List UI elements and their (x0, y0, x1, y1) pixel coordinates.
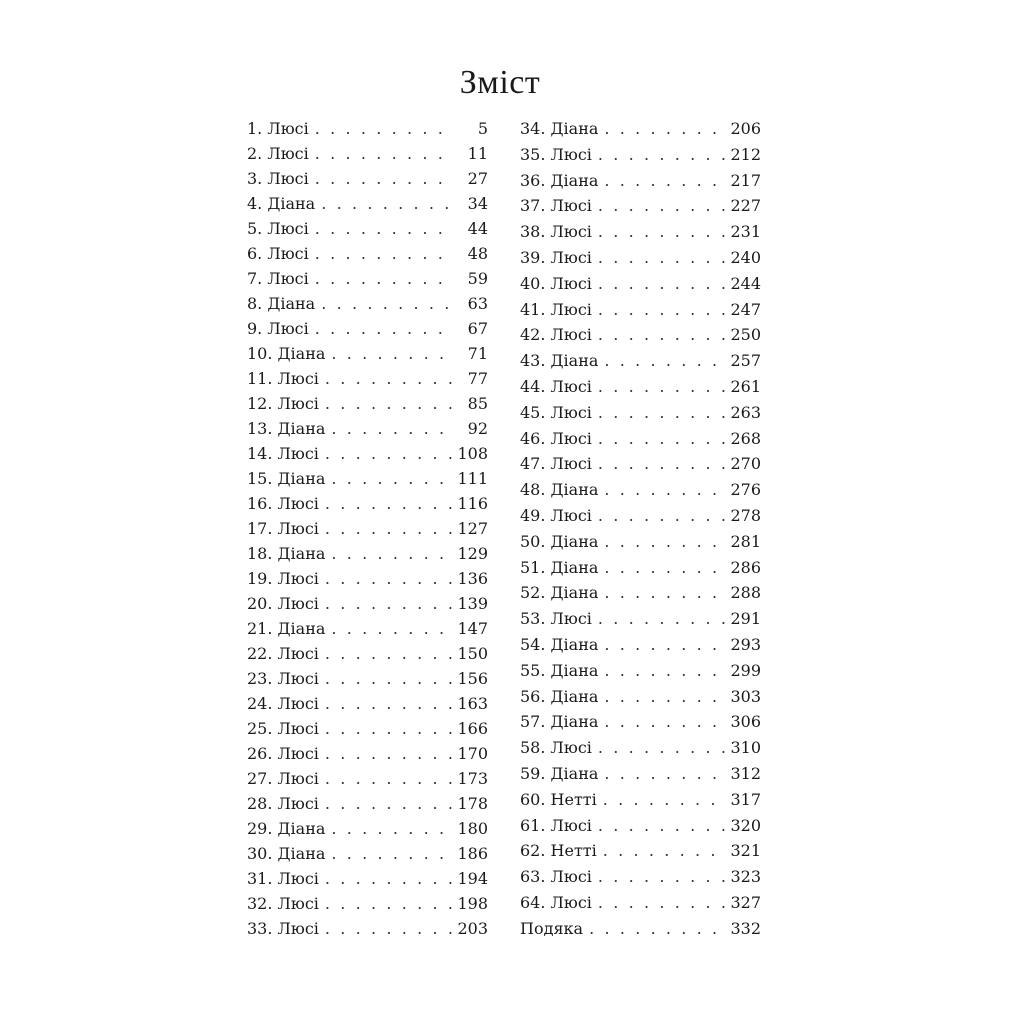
toc-entry-page-number: 198 (457, 894, 488, 913)
toc-entry-page-number: 321 (730, 841, 761, 861)
toc-entry (247, 541, 488, 566)
toc-entry-label: 33. Люсі (247, 919, 319, 938)
dot-leader (598, 219, 727, 245)
toc-entry-label: 58. Люсі (520, 738, 592, 758)
toc-entry (520, 348, 761, 374)
toc-entry-page-number: 108 (457, 444, 488, 463)
toc-column-right (520, 116, 761, 942)
toc-entry (520, 838, 761, 864)
toc-entry (520, 658, 761, 684)
toc-entry-page-number: 186 (457, 844, 488, 863)
toc-entry-label: 46. Люсі (520, 428, 592, 448)
toc-entry-page-number: 5 (477, 119, 488, 138)
toc-entry-label: 44. Люсі (520, 376, 592, 396)
toc-entry (520, 193, 761, 219)
toc-entry-label: 43. Діана (520, 351, 599, 371)
toc-entry (247, 641, 488, 666)
toc-entry-page-number: 281 (730, 531, 761, 551)
toc-entry (520, 761, 761, 787)
dot-leader (315, 266, 454, 291)
toc-entry (520, 400, 761, 426)
dot-leader (604, 529, 726, 555)
dot-leader (598, 193, 727, 219)
toc-entry (520, 580, 761, 606)
toc-entry-label: 49. Люсі (520, 505, 592, 525)
dot-leader (604, 348, 726, 374)
dot-leader (321, 291, 454, 316)
toc-entry-page-number: 92 (467, 419, 488, 438)
toc-entry (520, 219, 761, 245)
toc-entry-page-number: 63 (467, 294, 488, 313)
dot-leader (604, 761, 726, 787)
toc-entry (520, 374, 761, 400)
toc-entry (247, 466, 488, 491)
toc-entry-label: 42. Люсі (520, 325, 592, 345)
toc-entry (247, 866, 488, 891)
dot-leader (331, 416, 454, 441)
toc-entry-label: 35. Люсі (520, 144, 592, 164)
toc-entry (247, 366, 488, 391)
toc-entry-label: 17. Люсі (247, 519, 319, 538)
toc-entry-page-number: 320 (730, 815, 761, 835)
dot-leader (598, 890, 727, 916)
toc-entry (520, 297, 761, 323)
toc-entry-label: 13. Діана (247, 419, 326, 438)
toc-entry-label: 45. Люсі (520, 402, 592, 422)
toc-entry-page-number: 163 (457, 694, 488, 713)
toc-entry (247, 341, 488, 366)
toc-entry (247, 716, 488, 741)
toc-entry (520, 606, 761, 632)
toc-entry (247, 266, 488, 291)
dot-leader (315, 216, 454, 241)
toc-entry-page-number: 293 (730, 634, 761, 654)
toc-entry (520, 735, 761, 761)
toc-entry (520, 864, 761, 890)
dot-leader (325, 916, 454, 941)
toc-entry (520, 322, 761, 348)
dot-leader (325, 491, 454, 516)
toc-entry-page-number: 59 (467, 269, 488, 288)
dot-leader (325, 566, 454, 591)
page-title: Зміст (459, 64, 541, 101)
toc-entry-page-number: 263 (730, 402, 761, 422)
toc-entry-label: 8. Діана (247, 294, 316, 313)
toc-entry-label: 26. Люсі (247, 744, 319, 763)
toc-entry (247, 216, 488, 241)
toc-entry-page-number: 227 (730, 196, 761, 216)
dot-leader (598, 297, 727, 323)
toc-entry-page-number: 170 (457, 744, 488, 763)
toc-entry (247, 166, 488, 191)
toc-entry-page-number: 257 (730, 351, 761, 371)
toc-entry-label: 1. Люсі (247, 119, 309, 138)
toc-entry (247, 116, 488, 141)
dot-leader (603, 838, 727, 864)
toc-entry-label: 7. Люсі (247, 269, 309, 288)
toc-entry-label: 15. Діана (247, 469, 326, 488)
toc-entry-page-number: 34 (467, 194, 488, 213)
toc-entry (520, 890, 761, 916)
toc-entry-page-number: 44 (467, 219, 488, 238)
toc-entry-label: 50. Діана (520, 531, 599, 551)
dot-leader (325, 591, 454, 616)
toc-entry-label: 20. Люсі (247, 594, 319, 613)
dot-leader (325, 641, 454, 666)
toc-entry-label: 27. Люсі (247, 769, 319, 788)
toc-entry-label: 62. Нетті (520, 841, 597, 861)
toc-entry-page-number: 268 (730, 428, 761, 448)
dot-leader (598, 142, 727, 168)
dot-leader (325, 716, 454, 741)
toc-entry (247, 191, 488, 216)
toc-entry-page-number: 244 (730, 273, 761, 293)
dot-leader (331, 466, 453, 491)
toc-entry (520, 168, 761, 194)
toc-entry-label: 25. Люсі (247, 719, 319, 738)
dot-leader (598, 864, 727, 890)
toc-entry-page-number: 291 (730, 609, 761, 629)
toc-entry-label: 22. Люсі (247, 644, 319, 663)
toc-entry-label: 38. Люсі (520, 222, 592, 242)
toc-entry-page-number: 247 (730, 299, 761, 319)
toc-entry-label: 14. Люсі (247, 444, 319, 463)
toc-entry (520, 271, 761, 297)
dot-leader (325, 741, 454, 766)
toc-entry-label: Подяка (520, 918, 584, 938)
dot-leader (598, 813, 727, 839)
dot-leader (598, 426, 727, 452)
toc-entry-label: 21. Діана (247, 619, 326, 638)
toc-entry-page-number: 231 (730, 222, 761, 242)
toc-entry-page-number: 116 (457, 494, 488, 513)
toc-entry (520, 632, 761, 658)
toc-entry-label: 36. Діана (520, 170, 599, 190)
toc-entry-page-number: 306 (730, 712, 761, 732)
toc-entry-label: 63. Люсі (520, 867, 592, 887)
toc-entry-page-number: 327 (730, 892, 761, 912)
toc-entry-label: 29. Діана (247, 819, 326, 838)
toc-entry (247, 291, 488, 316)
dot-leader (315, 141, 454, 166)
toc-column-left (247, 116, 488, 941)
toc-entry (247, 241, 488, 266)
toc-entry-label: 53. Люсі (520, 609, 592, 629)
dot-leader (325, 766, 454, 791)
toc-entry-page-number: 212 (730, 144, 761, 164)
toc-entry (247, 891, 488, 916)
dot-leader (325, 866, 454, 891)
toc-entry-label: 4. Діана (247, 194, 316, 213)
toc-entry (247, 666, 488, 691)
toc-entry (520, 451, 761, 477)
toc-entry-label: 51. Діана (520, 557, 599, 577)
toc-entry-page-number: 323 (730, 867, 761, 887)
toc-entry (520, 555, 761, 581)
toc-entry-label: 61. Люсі (520, 815, 592, 835)
dot-leader (604, 709, 726, 735)
toc-entry (247, 316, 488, 341)
toc-entry (247, 741, 488, 766)
toc-entry-label: 47. Люсі (520, 454, 592, 474)
dot-leader (598, 606, 727, 632)
dot-leader (325, 366, 454, 391)
dot-leader (604, 658, 726, 684)
dot-leader (331, 541, 453, 566)
toc-entry-label: 3. Люсі (247, 169, 309, 188)
toc-entry-label: 28. Люсі (247, 794, 319, 813)
toc-entry-label: 40. Люсі (520, 273, 592, 293)
toc-entry-page-number: 136 (457, 569, 488, 588)
dot-leader (325, 441, 454, 466)
dot-leader (598, 245, 727, 271)
toc-entry-page-number: 250 (730, 325, 761, 345)
dot-leader (598, 735, 727, 761)
toc-entry (247, 441, 488, 466)
toc-entry-page-number: 150 (457, 644, 488, 663)
toc-entry (520, 477, 761, 503)
toc-entry-page-number: 67 (467, 319, 488, 338)
toc-entry-page-number: 288 (730, 583, 761, 603)
toc-entry (520, 245, 761, 271)
toc-entry (520, 709, 761, 735)
toc-entry-page-number: 332 (730, 918, 761, 938)
toc-entry-label: 56. Діана (520, 686, 599, 706)
toc-entry-label: 16. Люсі (247, 494, 319, 513)
toc-entry-page-number: 173 (457, 769, 488, 788)
dot-leader (315, 116, 454, 141)
dot-leader (321, 191, 454, 216)
toc-entry (247, 616, 488, 641)
toc-entry-label: 57. Діана (520, 712, 599, 732)
toc-entry-page-number: 278 (730, 505, 761, 525)
dot-leader (325, 791, 454, 816)
toc-entry-page-number: 299 (730, 660, 761, 680)
dot-leader (598, 374, 727, 400)
toc-entry-label: 52. Діана (520, 583, 599, 603)
toc-entry-page-number: 111 (457, 469, 488, 488)
toc-entry-page-number: 261 (730, 376, 761, 396)
toc-entry-label: 2. Люсі (247, 144, 309, 163)
toc-entry-page-number: 180 (457, 819, 488, 838)
dot-leader (598, 503, 727, 529)
toc-entry-label: 10. Діана (247, 344, 326, 363)
dot-leader (604, 580, 726, 606)
toc-entry (520, 787, 761, 813)
toc-entry-label: 41. Люсі (520, 299, 592, 319)
dot-leader (325, 666, 454, 691)
dot-leader (603, 787, 727, 813)
toc-entry (247, 491, 488, 516)
toc-entry-page-number: 312 (730, 763, 761, 783)
dot-leader (315, 316, 454, 341)
toc-entry-page-number: 77 (467, 369, 488, 388)
toc-entry-page-number: 317 (730, 789, 761, 809)
toc-entry-label: 59. Діана (520, 763, 599, 783)
dot-leader (589, 916, 726, 942)
dot-leader (315, 166, 454, 191)
dot-leader (325, 891, 454, 916)
toc-entry (247, 391, 488, 416)
dot-leader (604, 168, 726, 194)
toc-entry-page-number: 303 (730, 686, 761, 706)
dot-leader (331, 841, 453, 866)
toc-entry (247, 766, 488, 791)
toc-entry-page-number: 286 (730, 557, 761, 577)
toc-entry-page-number: 194 (457, 869, 488, 888)
toc-entry-page-number: 27 (467, 169, 488, 188)
toc-entry (247, 416, 488, 441)
toc-entry-page-number: 217 (730, 170, 761, 190)
toc-entry-label: 48. Діана (520, 480, 599, 500)
toc-entry (247, 566, 488, 591)
toc-entry (247, 516, 488, 541)
toc-entry-page-number: 129 (457, 544, 488, 563)
toc-entry-label: 54. Діана (520, 634, 599, 654)
toc-entry-label: 37. Люсі (520, 196, 592, 216)
toc-entry-label: 18. Діана (247, 544, 326, 563)
toc-entry (247, 816, 488, 841)
dot-leader (331, 341, 454, 366)
dot-leader (604, 116, 726, 142)
toc-entry-page-number: 276 (730, 480, 761, 500)
dot-leader (325, 516, 454, 541)
toc-entry (520, 529, 761, 555)
toc-entry-page-number: 71 (467, 344, 488, 363)
toc-entry-label: 6. Люсі (247, 244, 309, 263)
dot-leader (315, 241, 454, 266)
dot-leader (325, 391, 454, 416)
toc-entry-label: 23. Люсі (247, 669, 319, 688)
toc-entry (247, 691, 488, 716)
toc-entry-label: 19. Люсі (247, 569, 319, 588)
toc-entry-label: 5. Люсі (247, 219, 309, 238)
toc-entry-page-number: 310 (730, 738, 761, 758)
toc-entry-label: 9. Люсі (247, 319, 309, 338)
toc-entry (520, 503, 761, 529)
toc-entry (520, 426, 761, 452)
toc-entry-label: 24. Люсі (247, 694, 319, 713)
toc-entry-page-number: 147 (457, 619, 488, 638)
toc-entry-label: 11. Люсі (247, 369, 319, 388)
dot-leader (604, 684, 726, 710)
toc-entry-page-number: 139 (457, 594, 488, 613)
toc-entry-label: 55. Діана (520, 660, 599, 680)
toc-entry-label: 12. Люсі (247, 394, 319, 413)
toc-entry-label: 64. Люсі (520, 892, 592, 912)
toc-entry-page-number: 203 (457, 919, 488, 938)
toc-entry-label: 30. Діана (247, 844, 326, 863)
toc-entry-page-number: 127 (457, 519, 488, 538)
dot-leader (604, 555, 726, 581)
toc-entry-label: 60. Нетті (520, 789, 597, 809)
toc-entry-label: 34. Діана (520, 119, 599, 138)
dot-leader (331, 616, 453, 641)
toc-entry (247, 591, 488, 616)
toc-entry-label: 39. Люсі (520, 247, 592, 267)
toc-entry (247, 916, 488, 941)
toc-entry-label: 31. Люсі (247, 869, 319, 888)
dot-leader (331, 816, 453, 841)
dot-leader (598, 400, 727, 426)
toc-entry (520, 684, 761, 710)
toc-entry-page-number: 240 (730, 247, 761, 267)
toc-entry (520, 916, 761, 942)
toc-entry (520, 142, 761, 168)
toc-entry (247, 791, 488, 816)
toc-entry-page-number: 206 (730, 119, 761, 138)
dot-leader (604, 632, 726, 658)
toc-entry-page-number: 85 (467, 394, 488, 413)
toc-entry (247, 841, 488, 866)
dot-leader (598, 322, 727, 348)
dot-leader (598, 451, 727, 477)
toc-entry (520, 813, 761, 839)
toc-entry-page-number: 270 (730, 454, 761, 474)
dot-leader (604, 477, 726, 503)
toc-entry (520, 116, 761, 142)
toc-entry-page-number: 156 (457, 669, 488, 688)
dot-leader (598, 271, 727, 297)
toc-entry-page-number: 48 (467, 244, 488, 263)
toc-entry-page-number: 178 (457, 794, 488, 813)
toc-entry (247, 141, 488, 166)
toc-entry-label: 32. Люсі (247, 894, 319, 913)
toc-entry-page-number: 11 (467, 144, 488, 163)
dot-leader (325, 691, 454, 716)
toc-entry-page-number: 166 (457, 719, 488, 738)
